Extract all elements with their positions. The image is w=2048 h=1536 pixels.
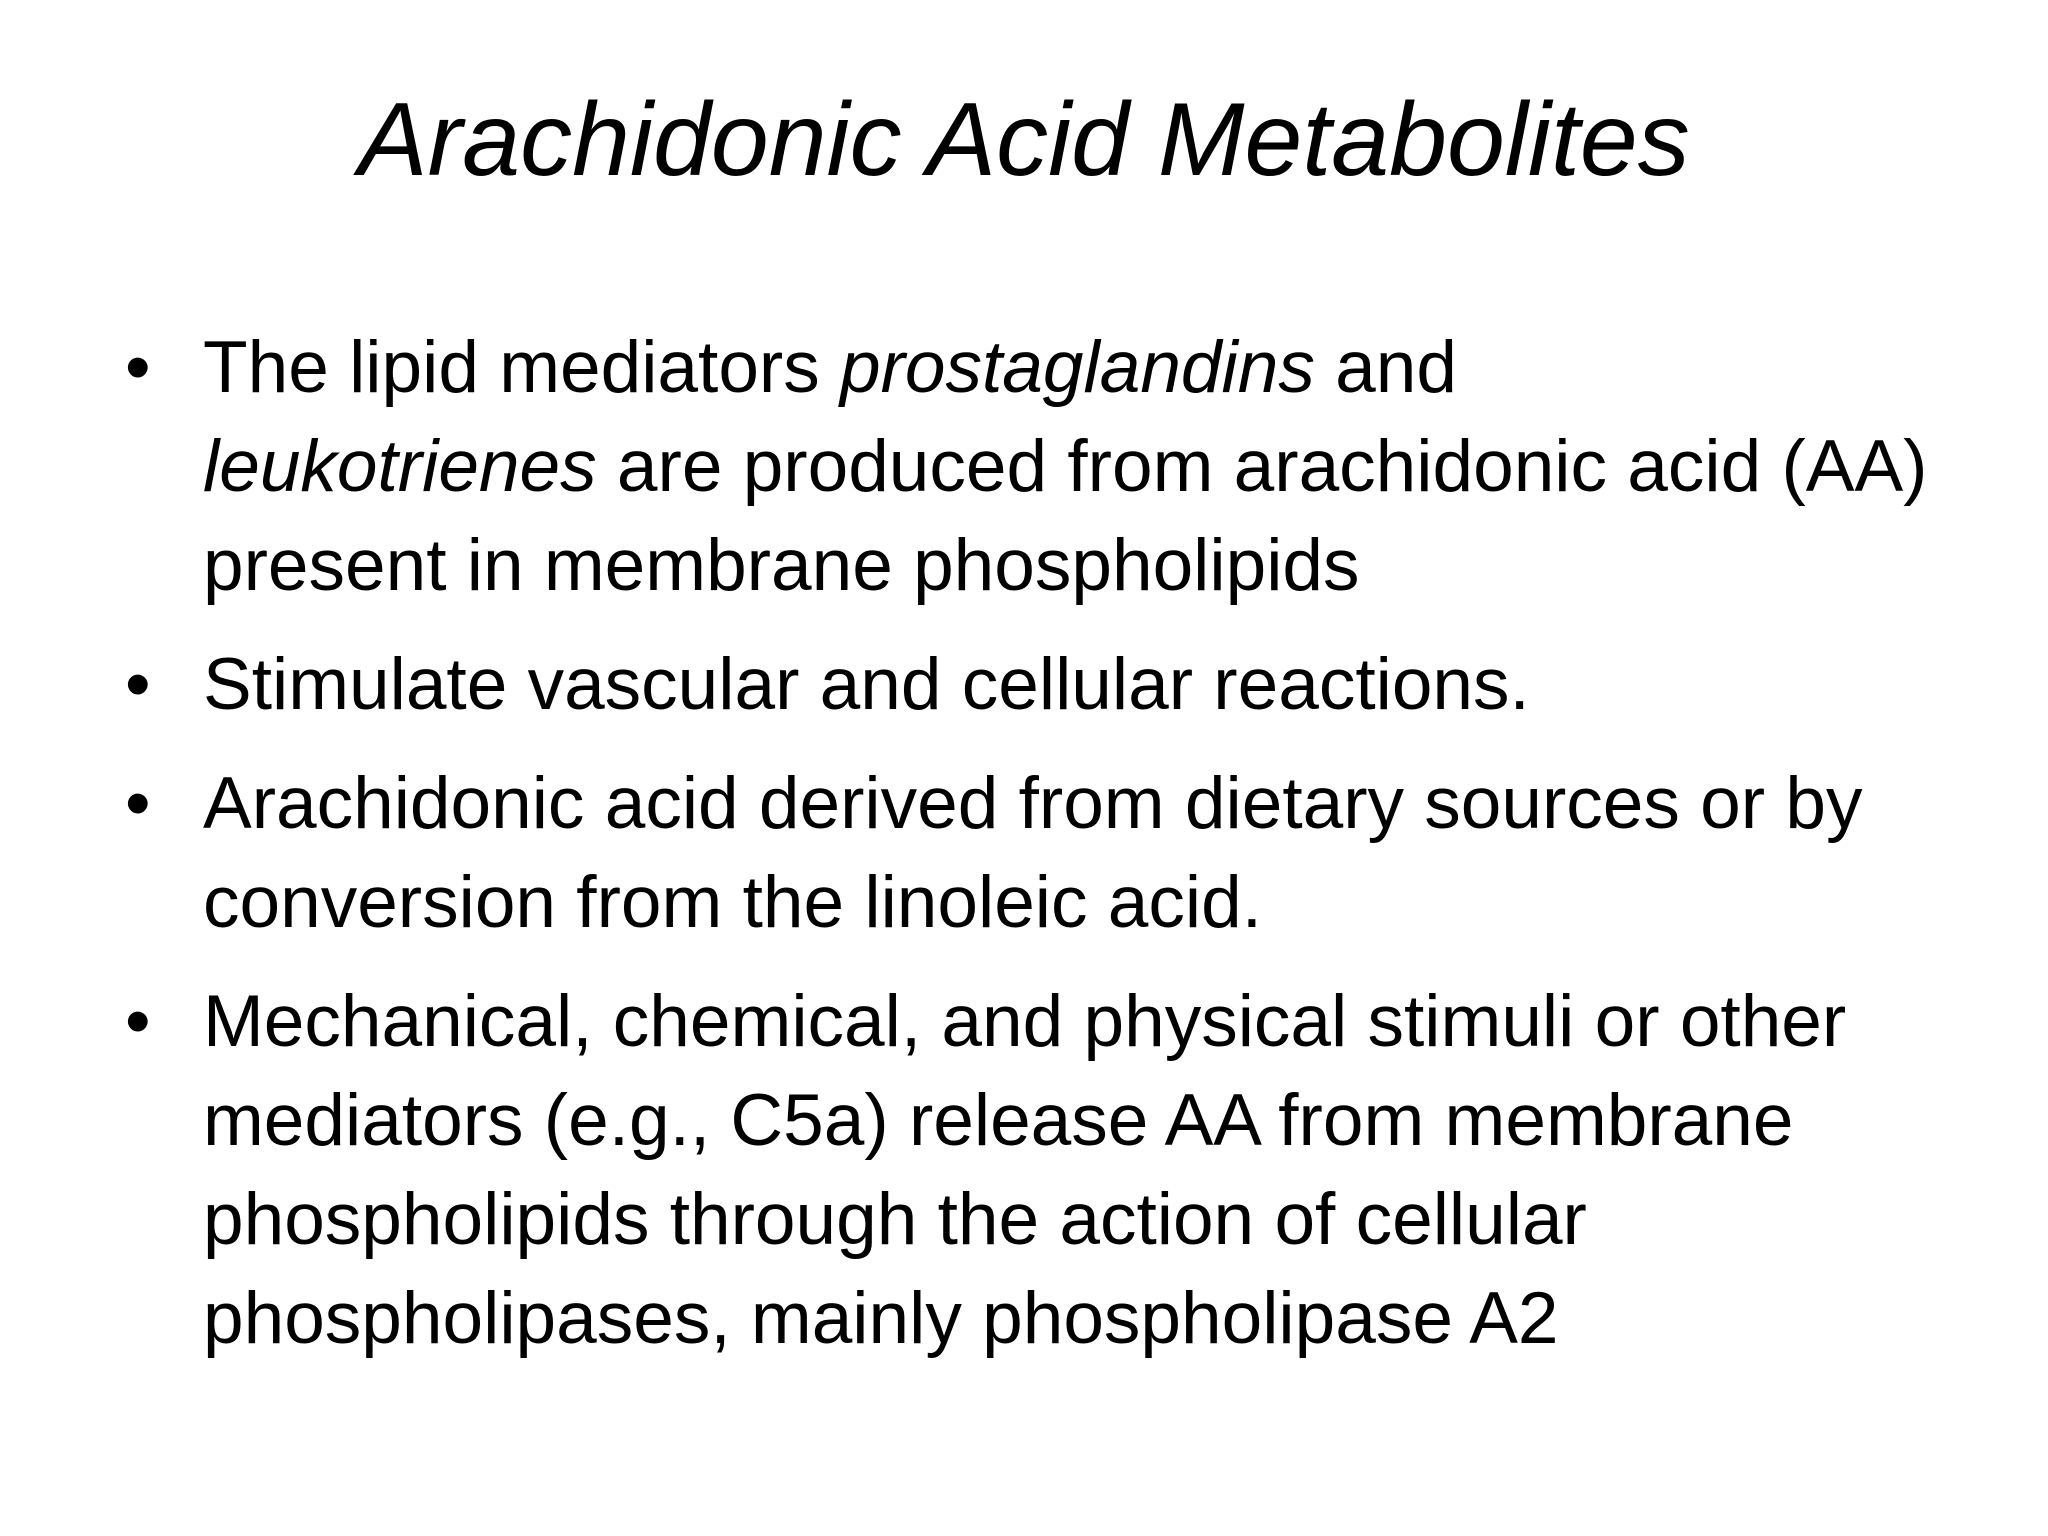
bullet-text-segment: and	[1314, 327, 1457, 408]
slide-title: Arachidonic Acid Metabolites	[358, 82, 1690, 198]
bullet-text	[203, 327, 1928, 606]
bullet-text: Arachidonic acid derived from dietary sources or by conversion from the linoleic acid.	[203, 763, 1863, 943]
bullet-item	[125, 972, 1985, 1368]
bullet-dot-icon: •	[125, 644, 151, 725]
bullet-dot-icon: •	[125, 763, 151, 844]
bullet-dot-icon: •	[125, 327, 151, 408]
bullet-text-segment: are produced from arachidonic acid (AA) present in membrane phospholipids	[203, 426, 1928, 606]
bullet-item	[125, 754, 1985, 952]
bullet-item	[125, 635, 1985, 734]
bullet-text-emphasis: leukotrienes	[203, 426, 597, 507]
bullet-dot-icon: •	[125, 981, 151, 1062]
bullet-text-emphasis: prostaglandins	[840, 327, 1315, 408]
bullet-text: Mechanical, chemical, and physical stimuli or other mediators (e.g., C5a) release AA from membrane phospholipids through the action of cellular phospholipases, mainly phospholipase A2	[203, 981, 1847, 1359]
bullet-item	[125, 318, 1985, 615]
bullet-text: Stimulate vascular and cellular reactions.	[203, 644, 1530, 725]
bullet-list	[125, 318, 1985, 1388]
bullet-text-segment: The lipid mediators	[203, 327, 841, 408]
